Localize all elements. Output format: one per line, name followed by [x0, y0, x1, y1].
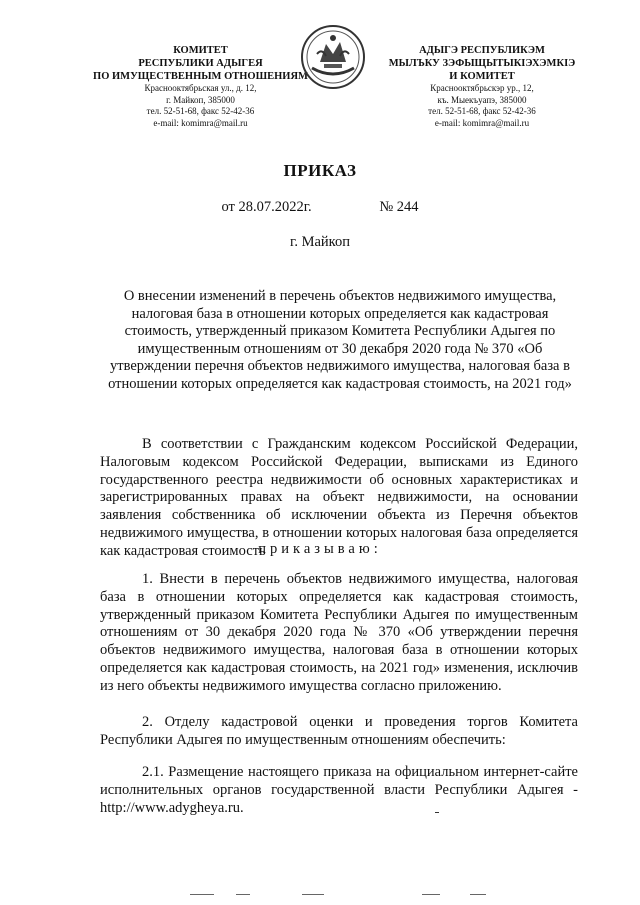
header-right-line3: И КОМИТЕТ — [449, 71, 515, 82]
item-2-1-paragraph: 2.1. Размещение настоящего приказа на официальном интернет-сайте исполнительных органов государственной власти Республики Адыгея - http://www.adygheya.ru. — [100, 764, 578, 816]
document-subject: О внесении изменений в перечень объектов недвижимого имущества, налоговая база в отношении которых определяется как кадастровая стоимость, утвержденный приказом Комитета Республики Адыгея по имущественным отношениям от 30 декабря 2020 года № 370 «Об утверждении перечня объектов недвижимого имущества, налоговая база в отношении которых определяется как кадастровая стоимость, на 2021 год» — [108, 288, 572, 392]
preamble-paragraph: В соответствии с Гражданским кодексом Российской Федерации, Налоговым кодексом Российской Федерации, выписками из Единого государственного реестра недвижимости об основных характеристиках и зарегистрированных правах на объект недвижимости, на основании заявления собственника об исключении объекта из Перечня объектов недвижимого имущества, в отношении которых налоговая база определяется как кадастровая стоимость — [100, 436, 578, 559]
document-city: г. Майкоп — [290, 234, 350, 250]
header-left-city: г. Майкоп, 385000 — [166, 94, 235, 105]
header-left-address: Краснооктябрьская ул., д. 12, — [144, 83, 257, 93]
header-right-email: e-mail: komimra@mail.ru — [434, 117, 530, 128]
item-2-paragraph: 2. Отделу кадастровой оценки и проведения торгов Комитета Республики Адыгея по имущественным отношениям обеспечить: — [100, 714, 578, 748]
page-bottom-scan-marks — [0, 894, 640, 896]
item-1-paragraph: 1. Внести в перечень объектов недвижимого имущества, налоговая база в отношении которых определяется как кадастровая стоимость, утвержденный приказом Комитета Республики Адыгея по имущественным отношениям от 30 декабря 2020 года № 370 «Об утверждении перечня объектов недвижимого имущества, налоговая база в отношении которых определяется как кадастровая стоимость, на 2021 год» изменения, исключив из него объекты недвижимого имущества согласно приложению. — [100, 571, 578, 694]
header-right-line2: МЫЛЪКУ ЗЭФЫЩЫТЫКIЭХЭМКIЭ — [388, 58, 576, 69]
header-right-address: Краснооктябрьскэр ур., 12, — [430, 83, 534, 93]
document-number: № 244 — [379, 199, 419, 215]
header-left-line3: ПО ИМУЩЕСТВЕННЫМ ОТНОШЕНИЯМ — [93, 71, 308, 82]
header-left-line1: КОМИТЕТ — [173, 45, 228, 56]
document-title: ПРИКАЗ — [283, 161, 357, 180]
document-date: от 28.07.2022г. — [221, 199, 312, 215]
header-right-block — [382, 44, 582, 129]
stray-mark — [435, 812, 439, 813]
header-right-phone: тел. 52-51-68, факс 52-42-36 — [428, 106, 536, 116]
header-right-city: къ. Мыекъуапэ, 385000 — [437, 94, 527, 105]
header-left-line2: РЕСПУБЛИКИ АДЫГЕЯ — [138, 58, 263, 69]
header-left-email: e-mail: komimra@mail.ru — [153, 117, 248, 128]
header-right-line1: АДЫГЭ РЕСПУБЛИКЭМ — [419, 45, 545, 56]
order-word: приказываю: — [258, 541, 382, 557]
header-left-block — [88, 44, 313, 129]
header-left-phone: тел. 52-51-68, факс 52-42-36 — [146, 106, 255, 116]
coat-of-arms-emblem-icon — [300, 24, 366, 90]
date-number-line — [0, 199, 640, 216]
